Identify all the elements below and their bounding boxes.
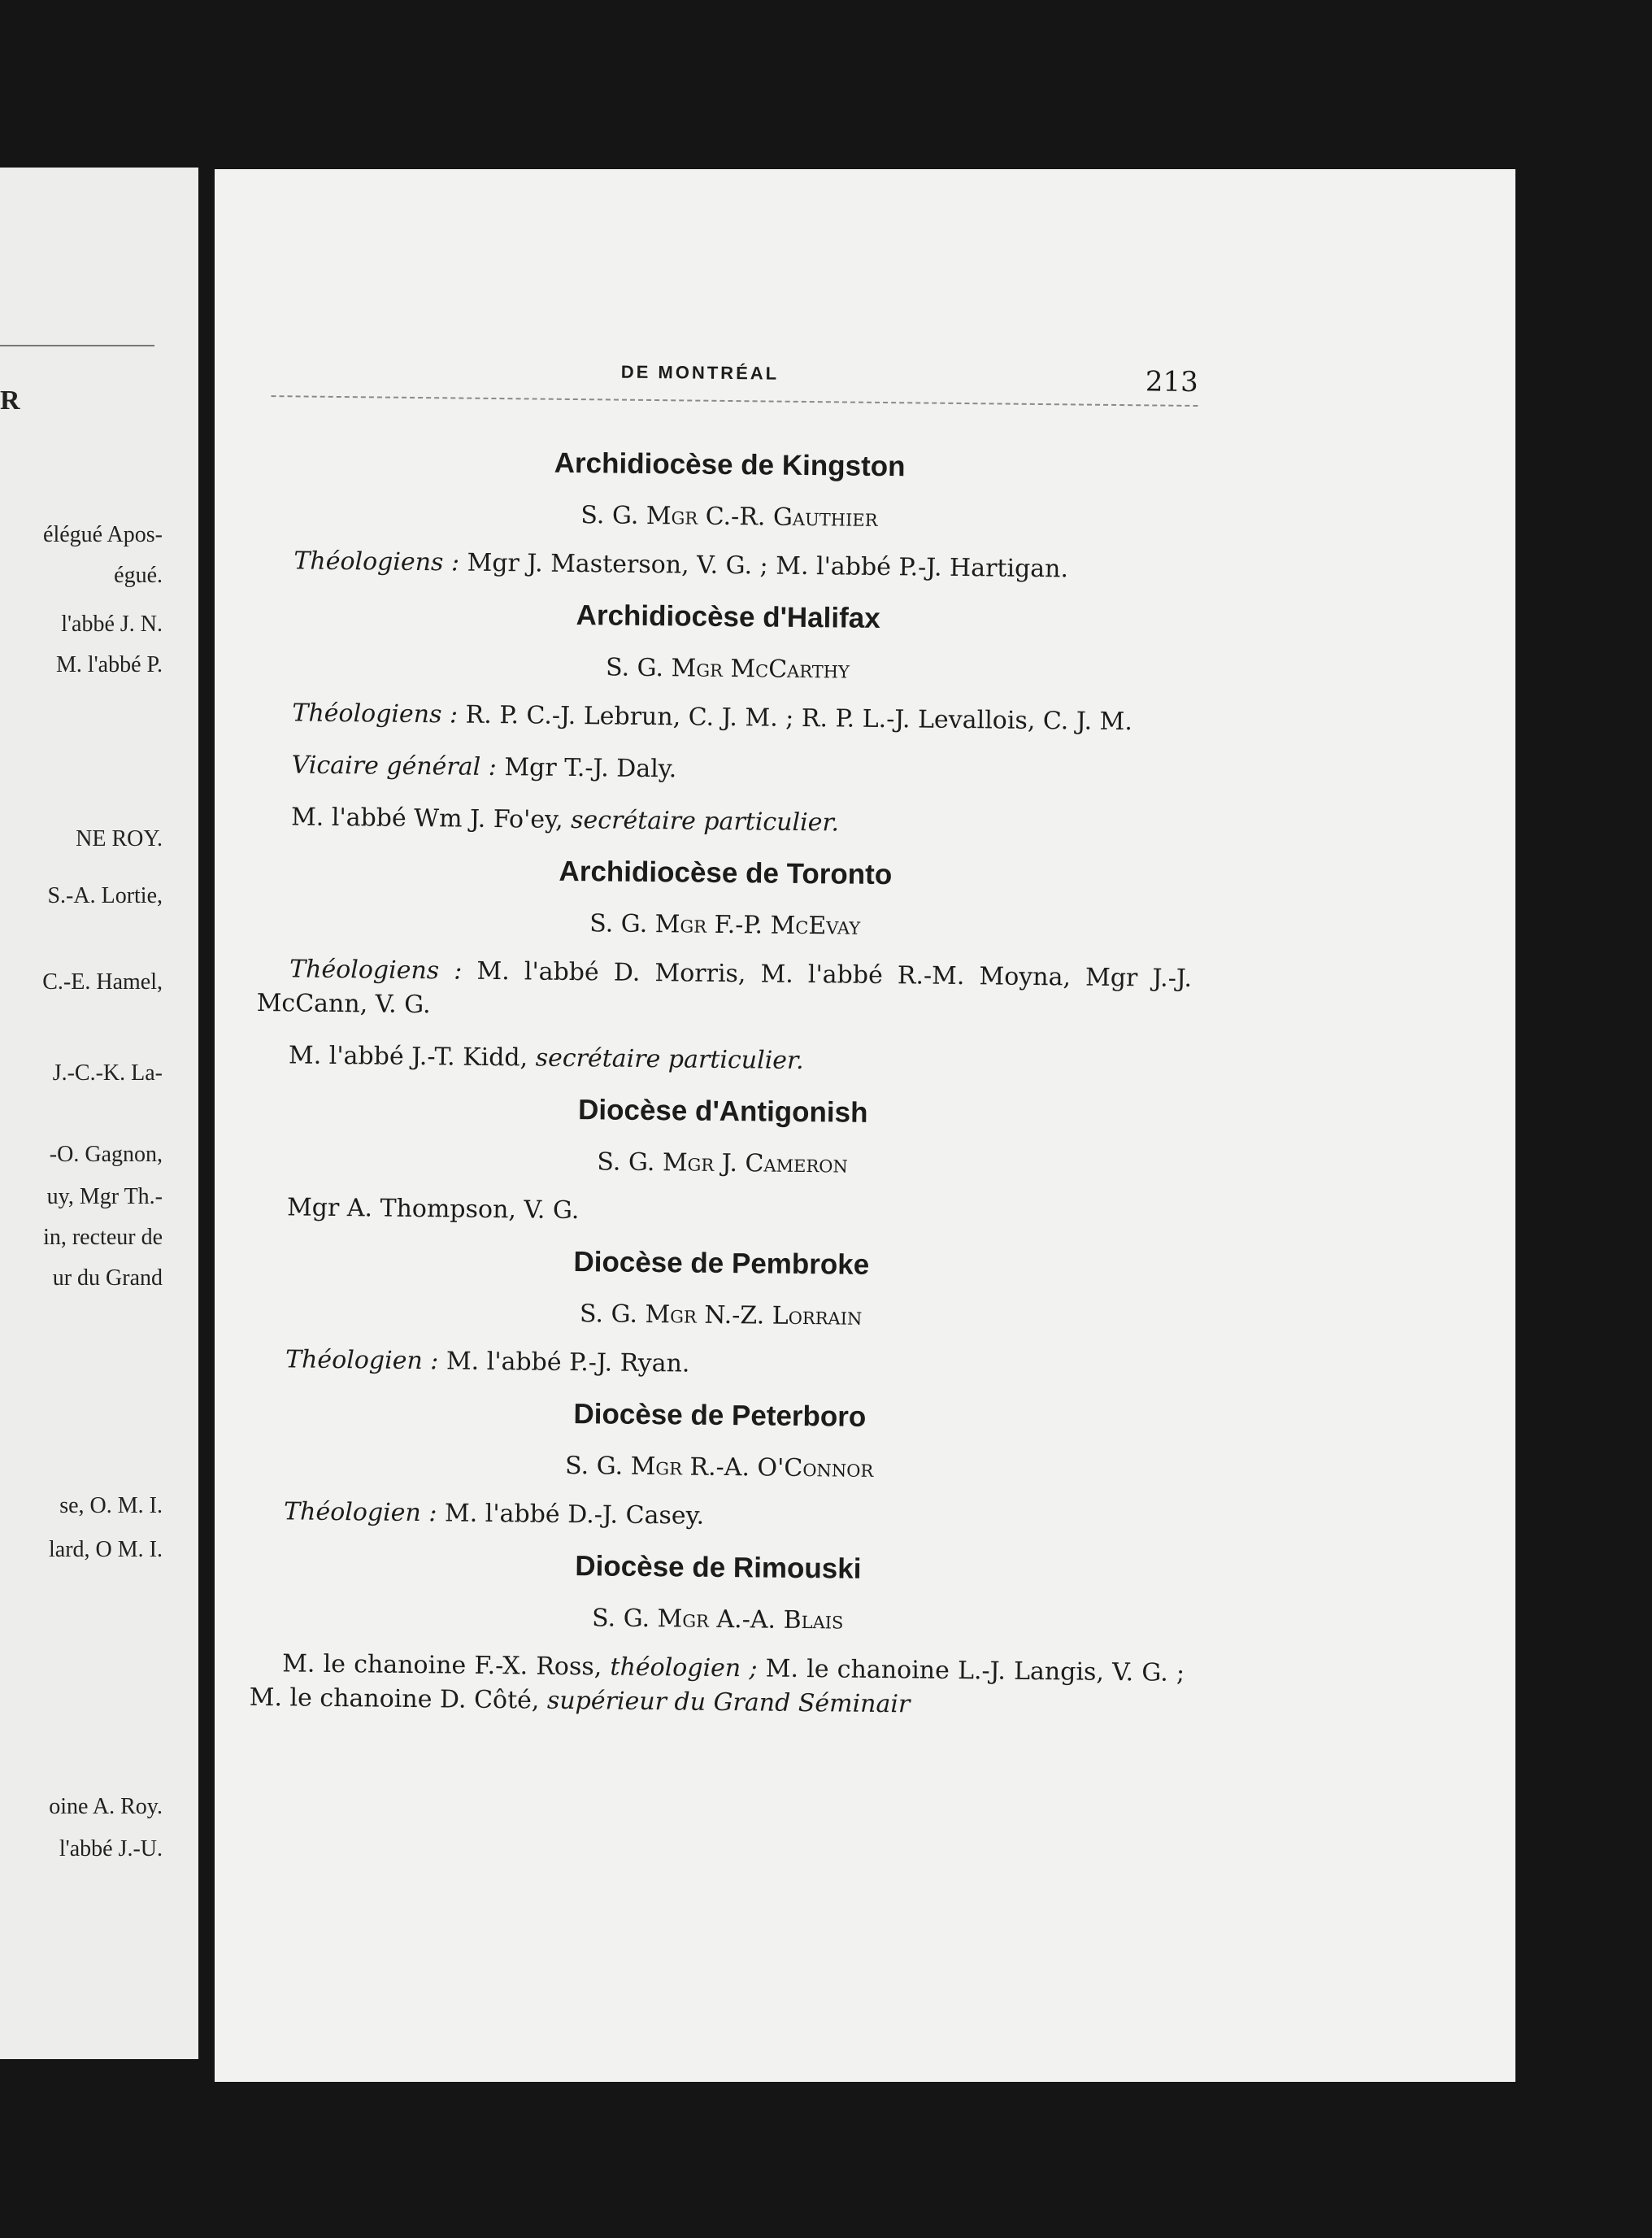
entry-text: Mgr T.-J. Daly. xyxy=(496,753,677,784)
right-page xyxy=(215,169,1515,2082)
entry xyxy=(261,544,1196,588)
left-page-line: l'abbé J. N. xyxy=(61,612,163,637)
section-peterboro xyxy=(251,1395,1188,1539)
left-page-line: élégué Apos- xyxy=(43,522,163,547)
left-page-line: ur du Grand xyxy=(52,1265,163,1291)
section-halifax xyxy=(259,596,1196,844)
entry-role: secrétaire particulier. xyxy=(535,1043,804,1076)
entry-text: M. le chanoine F.-X. Ross, xyxy=(281,1649,611,1682)
left-page-line: l'abbé J.-U. xyxy=(59,1836,163,1861)
left-page-line: égué. xyxy=(114,563,163,588)
entry-label: Théologiens : xyxy=(292,699,459,729)
left-page-line: C.-E. Hamel, xyxy=(42,969,163,995)
section-antigonish xyxy=(254,1091,1191,1234)
section-rimouski xyxy=(250,1547,1186,1725)
left-page-line: oine A. Roy. xyxy=(49,1794,163,1819)
entry-label: Théologiens : xyxy=(293,546,460,577)
entry-text: M. l'abbé J.-T. Kidd, xyxy=(288,1041,536,1073)
entry-label: Théologiens : xyxy=(289,955,463,986)
entry-text: M. l'abbé D. Morris, M. l'abbé R.-M. Moyna, Mgr J.-J. McCann, V. G. xyxy=(256,956,1193,1020)
entry xyxy=(259,800,1193,844)
entry xyxy=(253,1343,1188,1387)
bishop-line: S. G. Mgr R.-A. O'Connor xyxy=(564,1451,874,1483)
section-heading: Diocèse de Pembroke xyxy=(573,1246,870,1281)
entry xyxy=(259,696,1194,740)
left-page-line: S.-A. Lortie, xyxy=(47,883,163,908)
left-page-rule xyxy=(0,345,154,346)
entry-text: M. l'abbé D.-J. Casey. xyxy=(437,1499,705,1530)
entry-text: M. le chanoine L.-J. Langis, V. G. ; M. le chanoine D. Côté, xyxy=(249,1654,1185,1715)
entry-label: Théologien : xyxy=(285,1345,439,1376)
entry-label: Théologien : xyxy=(283,1497,437,1528)
running-header-title: DE MONTRÉAL xyxy=(620,361,780,384)
section-heading: Diocèse de Rimouski xyxy=(575,1550,862,1585)
left-page-line: lard, O M. I. xyxy=(49,1537,163,1562)
entry-text: M. l'abbé Wm J. Fo'ey, xyxy=(290,803,572,834)
section-pembroke xyxy=(253,1243,1189,1387)
entry-role: théologien ; xyxy=(610,1652,758,1683)
bishop-line: S. G. Mgr N.-Z. Lorrain xyxy=(579,1300,863,1331)
entry xyxy=(259,748,1194,792)
bishop-line: S. G. Mgr J. Cameron xyxy=(597,1147,849,1179)
entry-role: secrétaire particulier. xyxy=(570,805,840,838)
bishop-line: S. G. Mgr F.-P. McEvay xyxy=(589,909,861,941)
section-toronto xyxy=(256,852,1193,1082)
entry-label: Vicaire général : xyxy=(291,751,498,782)
entry-text: Mgr J. Masterson, V. G. ; M. l'abbé P.-J. Hartigan. xyxy=(459,548,1069,584)
section-heading: Archidiocèse de Kingston xyxy=(554,446,906,483)
entry-text: M. l'abbé P.-J. Ryan. xyxy=(438,1347,690,1378)
page-number: 213 xyxy=(1145,365,1198,399)
entry xyxy=(256,952,1192,1030)
entry-role: supérieur du Grand Séminair xyxy=(546,1686,911,1719)
entry xyxy=(254,1191,1189,1234)
left-page-line: M. l'abbé P. xyxy=(55,652,163,677)
left-page-heading: R xyxy=(0,385,20,416)
section-heading: Diocèse d'Antigonish xyxy=(577,1094,868,1129)
entry-text: Mgr A. Thompson, V. G. xyxy=(286,1193,580,1226)
left-page-line: uy, Mgr Th.- xyxy=(46,1184,163,1209)
left-page-line: se, O. M. I. xyxy=(59,1493,163,1518)
section-heading: Archidiocèse d'Halifax xyxy=(576,599,880,634)
section-heading: Archidiocèse de Toronto xyxy=(559,855,893,891)
bishop-line: S. G. Mgr C.-R. Gauthier xyxy=(580,501,878,533)
page-text-block xyxy=(249,356,1198,1743)
left-page-line: -O. Gagnon, xyxy=(49,1142,163,1167)
entry-text: R. P. C.-J. Lebrun, C. J. M. ; R. P. L.-J. Levallois, C. J. M. xyxy=(457,700,1133,737)
entry xyxy=(250,1647,1185,1725)
left-page-line: J.-C.-K. La- xyxy=(52,1060,163,1086)
section-kingston xyxy=(261,444,1198,588)
bishop-line: S. G. Mgr McCarthy xyxy=(605,653,850,685)
entry xyxy=(256,1038,1191,1082)
left-page xyxy=(0,168,198,2059)
entry xyxy=(251,1495,1186,1539)
bishop-line: S. G. Mgr A.-A. Blais xyxy=(591,1604,844,1635)
section-heading: Diocèse de Peterboro xyxy=(573,1398,867,1433)
left-page-line: in, recteur de xyxy=(43,1225,163,1250)
left-page-line: NE ROY. xyxy=(76,826,163,851)
running-header xyxy=(263,356,1198,407)
